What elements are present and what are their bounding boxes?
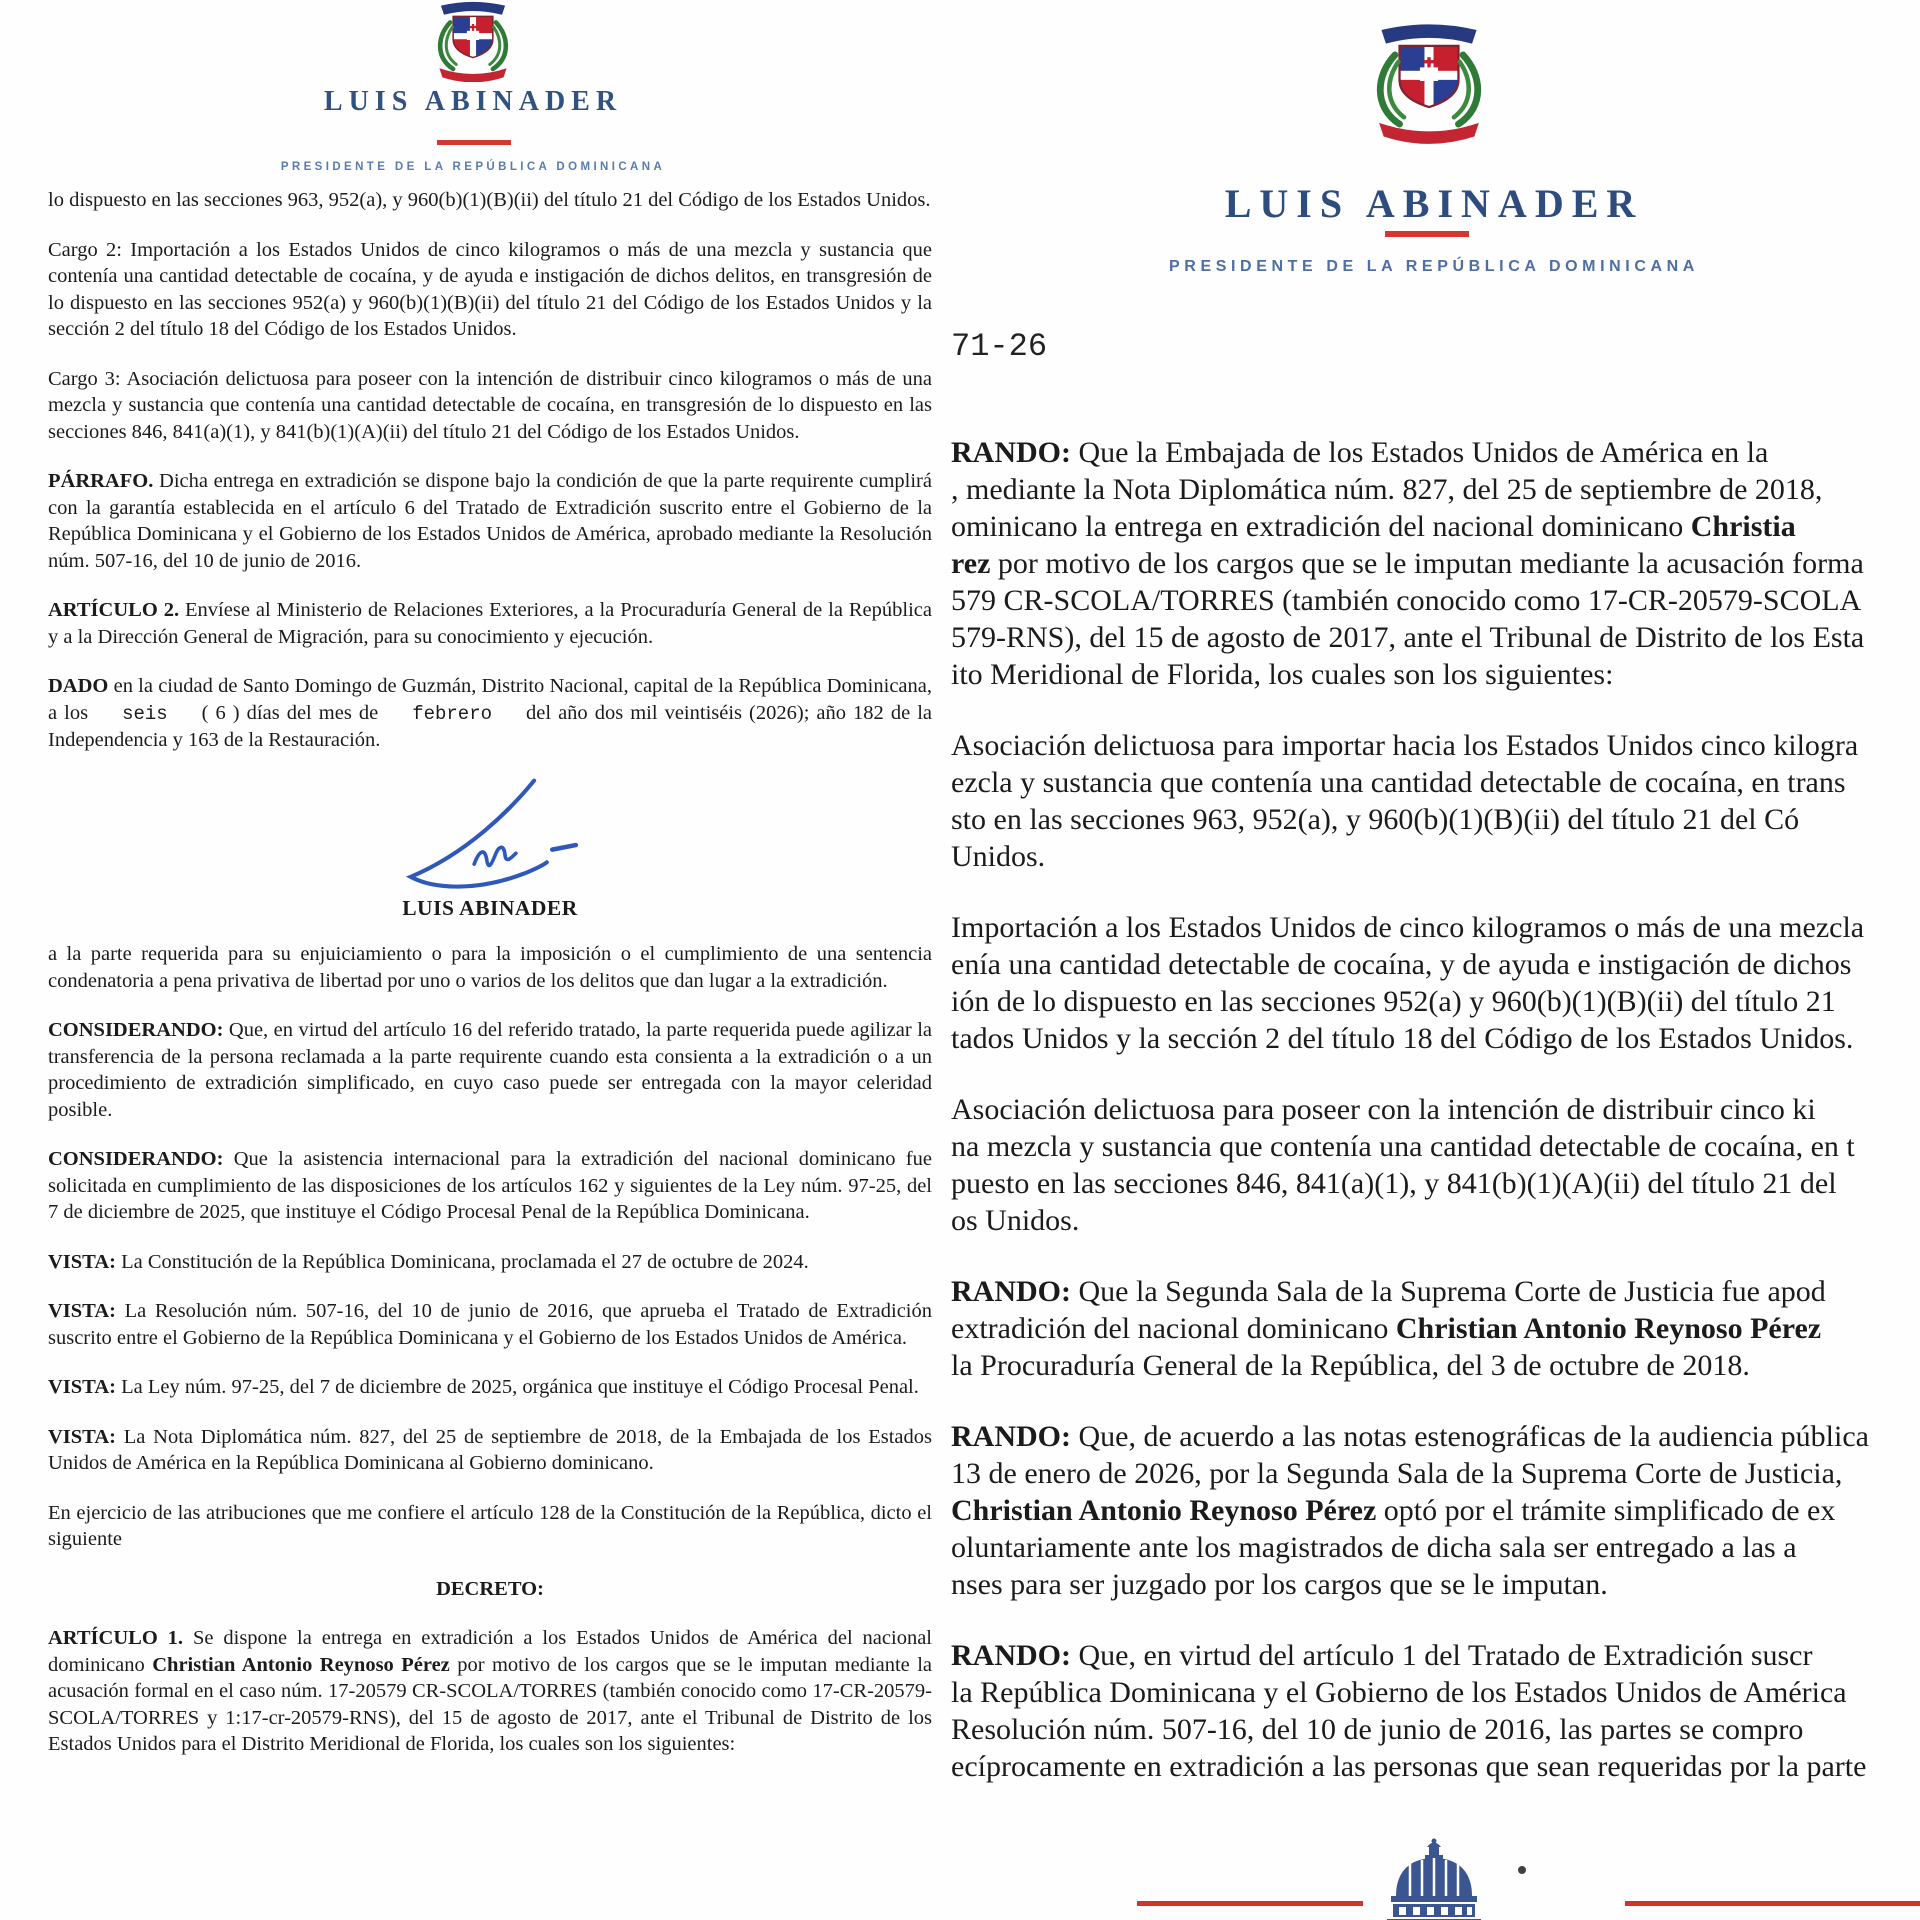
text-segment: Que, en virtud del artículo 16 del referido tratado, la parte requerida puede agilizar la transferencia de la persona reclamada a la parte requirente cuando esta consienta a la extradición o a un procedimiento de extradición simplificado, en cuyo caso puede ser entregada con la mayor celeridad posible. — [48, 1019, 932, 1121]
text-segment: la República Dominicana y el Gobierno de los Estados Unidos de América — [951, 1676, 1847, 1709]
text-segment: 579 CR-SCOLA/TORRES (también conocido como 17-CR-20579-SCOLA — [951, 584, 1862, 617]
document-line — [951, 1128, 1920, 1165]
president-title: PRESIDENTE DE LA REPÚBLICA DOMINICANA — [280, 161, 666, 173]
document-line — [951, 582, 1920, 619]
document-line — [951, 909, 1920, 946]
document-line — [951, 838, 1920, 875]
paragraph — [951, 727, 1920, 875]
text-segment: , mediante la Nota Diplomática núm. 827, del 25 de septiembre de 2018, — [951, 473, 1823, 506]
document-line — [951, 1492, 1920, 1529]
document-line — [951, 656, 1920, 693]
text-segment: Cargo 3: Asociación delictuosa para poseer con la intención de distribuir cinco kilogramos o más de una mezcla y sustancia que contenía una cantidad detectable de cocaína, en transgresión de lo dispuesto en las secciones 846, 841(a)(1), y 841(b)(1)(A)(ii) del título 21 del Código de los Estados Unidos. — [48, 367, 932, 443]
text-segment: Que la asistencia internacional para la extradición del nacional dominicano fue solicitada en cumplimiento de las disposiciones de los artículos 162 y siguientes de la Ley núm. 97-25, del 7 de diciembre de 2025, que instituye el Código Procesal Penal de la República Dominicana. — [48, 1148, 932, 1223]
coat-of-arms-icon — [422, 0, 524, 82]
text-segment: Que la Embajada de los Estados Unidos de América en la — [1071, 436, 1769, 469]
bold-text-segment: VISTA: — [48, 1250, 116, 1273]
paragraph — [48, 1017, 932, 1123]
bold-text-segment: PÁRRAFO. — [48, 470, 154, 492]
text-segment: nses para ser juzgado por los cargos que se le imputan. — [951, 1568, 1608, 1601]
bold-text-segment: RANDO: — [951, 1275, 1071, 1308]
text-segment: Se dispone la entrega en extradición a los Estados Unidos de América del nacional dominicano — [48, 1627, 932, 1676]
paragraph — [48, 941, 932, 994]
document-line — [951, 545, 1920, 582]
bold-text-segment: CONSIDERANDO: — [48, 1148, 224, 1170]
text-segment: ito Meridional de Florida, los cuales son los siguientes: — [951, 658, 1614, 691]
bold-text-segment: Christian Antonio Reynoso Pérez — [951, 1494, 1377, 1527]
text-segment: Importación a los Estados Unidos de cinco kilogramos o más de una mezcla — [951, 911, 1865, 944]
signature-icon — [383, 777, 598, 895]
document-line — [951, 1202, 1920, 1239]
document-line — [951, 1711, 1920, 1748]
paragraph — [951, 434, 1920, 693]
paragraph — [48, 468, 932, 574]
text-segment: ecíprocamente en extradición a las personas que sean requeridas por la parte — [951, 1750, 1867, 1783]
text-segment: del año dos mil veintiséis (2026); año 182 de la Independencia y 163 de la Restauración. — [48, 701, 933, 751]
text-segment: por motivo de los cargos que se le imputan mediante la acusación forma — [990, 547, 1864, 580]
bold-text-segment: ARTÍCULO 1. — [48, 1627, 184, 1649]
paragraph — [951, 1418, 1920, 1603]
text-segment: por motivo de los cargos que se le imputan mediante la acusación formal en el caso núm. 17-20579 CR-SCOLA/TORRES (también conocido como 17-CR-20579-SCOLA/TORRES y 1:17-cr-20579-RNS), del 15 de agosto de 2017, ante el Tribunal de Distrito de los Estados Unidos para el Distrito Meridional de Florida, los cuales son los siguientes: — [48, 1653, 932, 1755]
paragraph — [48, 1249, 932, 1276]
bold-text-segment: VISTA: — [48, 1376, 116, 1398]
text-segment: Asociación delictuosa para importar hacia los Estados Unidos cinco kilogra — [951, 729, 1859, 762]
text-segment: Que, de acuerdo a las notas estenográficas de la audiencia pública — [1071, 1420, 1869, 1453]
document-line — [951, 1347, 1920, 1384]
text-segment: sto en las secciones 963, 952(a), y 960(b)(1)(B)(ii) del título 21 del Có — [951, 803, 1800, 836]
text-segment: ezcla y sustancia que contenía una cantidad detectable de cocaína, en trans — [951, 766, 1846, 799]
text-segment: Unidos. — [951, 840, 1046, 873]
text-segment: Resolución núm. 507-16, del 10 de junio de 2016, las partes se compro — [951, 1713, 1804, 1746]
bold-text-segment: rez — [951, 547, 991, 580]
president-name: LUIS ABINADER — [1224, 181, 1644, 226]
text-segment: Que, en virtud del artículo 1 del Tratado de Extradición suscr — [1071, 1639, 1813, 1672]
document-line — [951, 764, 1920, 801]
document-line — [951, 1637, 1920, 1674]
typewriter-filled-value: febrero — [412, 702, 493, 725]
text-segment: La Nota Diplomática núm. 827, del 25 de septiembre de 2018, de la Embajada de los Estados Unidos de América en la República Dominicana al Gobierno dominicano. — [48, 1425, 932, 1474]
document-line — [951, 1529, 1920, 1566]
paragraph — [951, 1273, 1920, 1384]
red-underline-rule — [1385, 231, 1469, 237]
document-line — [951, 471, 1920, 508]
decreto-heading — [48, 1576, 932, 1603]
document-line — [951, 983, 1920, 1020]
document-line — [951, 1310, 1920, 1347]
text-segment: La Resolución núm. 507-16, del 10 de junio de 2016, que aprueba el Tratado de Extradición suscrito entre el Gobierno de la República Dominicana y el Gobierno de los Estados Unidos de América. — [48, 1300, 932, 1349]
left-page — [0, 0, 946, 1920]
president-name: LUIS ABINADER — [323, 86, 623, 117]
paragraph — [48, 187, 932, 214]
bold-text-segment: RANDO: — [951, 1639, 1071, 1672]
bold-text-segment: Christian Antonio Reynoso Pérez — [152, 1653, 450, 1676]
document-line — [951, 434, 1920, 471]
text-segment: en la ciudad de Santo Domingo de Guzmán, Distrito Nacional, capital de la República Dominicana, a los — [48, 675, 932, 724]
document-line — [951, 1455, 1920, 1492]
paragraph — [48, 1298, 932, 1351]
bold-text-segment: Christian Antonio Reynoso Pérez — [1395, 1312, 1822, 1345]
paragraph — [48, 1424, 932, 1477]
text-segment: os Unidos. — [951, 1204, 1080, 1237]
bold-text-segment: Christia — [1690, 510, 1796, 543]
text-segment: Que la Segunda Sala de la Suprema Corte de Justicia fue apod — [1071, 1275, 1826, 1308]
text-segment: Envíese al Ministerio de Relaciones Exteriores, a la Procuraduría General de la República y a la Dirección General de Migración, para su conocimiento y ejecución. — [48, 599, 932, 648]
footer-rule-left — [1137, 1901, 1363, 1906]
text-segment: tados Unidos y la sección 2 del título 18 del Código de los Estados Unidos. — [951, 1022, 1854, 1055]
paragraph — [951, 1637, 1920, 1785]
typewriter-filled-value: seis — [122, 702, 168, 725]
paragraph — [951, 1091, 1920, 1239]
text-segment: ominicano la entrega en extradición del nacional dominicano — [951, 510, 1691, 543]
text-segment: La Ley núm. 97-25, del 7 de diciembre de 2025, orgánica que instituye el Código Procesal Penal. — [115, 1376, 919, 1398]
text-segment: optó por el trámite simplificado de ex — [1376, 1494, 1836, 1527]
text-segment: Cargo 2: Importación a los Estados Unidos de cinco kilogramos o más de una mezcla y sustancia que contenía una cantidad detectable de cocaína, y de ayuda e instigación de dichos delitos, en transgresión de lo dispuesto en las secciones 952(a) y 960(b)(1)(B)(ii) del título 21 del Código de los Estados Unidos y la sección 2 del título 18 del Código de los Estados Unidos. — [48, 238, 932, 340]
text-segment: oluntariamente ante los magistrados de dicha sala ser entregado a las a — [951, 1531, 1797, 1564]
document-body — [48, 187, 932, 1781]
document-line — [951, 1566, 1920, 1603]
text-segment: 13 de enero de 2026, por la Segunda Sala de la Suprema Corte de Justicia, — [951, 1457, 1843, 1490]
paragraph — [48, 1374, 932, 1401]
text-segment: enía una cantidad detectable de cocaína, y de ayuda e instigación de dichos — [951, 948, 1852, 981]
document-line — [951, 1748, 1920, 1785]
document-line — [951, 1273, 1920, 1310]
document-line — [951, 508, 1920, 545]
paragraph — [951, 909, 1920, 1057]
document-line — [951, 1020, 1920, 1057]
text-segment: En ejercicio de las atribuciones que me confiere el artículo 128 de la Constitución de la República, dicto el siguiente — [48, 1501, 932, 1550]
right-page — [948, 0, 1920, 1920]
text-segment: lo dispuesto en las secciones 963, 952(a), y 960(b)(1)(B)(ii) del título 21 del Código de los Estados Unidos. — [48, 189, 931, 211]
text-segment: ión de lo dispuesto en las secciones 952(a) y 960(b)(1)(B)(ii) del título 21 — [951, 985, 1836, 1018]
text-segment: Asociación delictuosa para poseer con la intención de distribuir cinco ki — [951, 1093, 1816, 1126]
paragraph — [48, 1625, 932, 1758]
signature-block — [48, 777, 932, 922]
dome-icon — [1373, 1838, 1495, 1920]
document-line — [951, 801, 1920, 838]
bold-text-segment: DADO — [48, 675, 109, 697]
document-line — [951, 946, 1920, 983]
document-line — [951, 1091, 1920, 1128]
bold-text-segment: RANDO: — [951, 1420, 1071, 1453]
text-segment: 579-RNS), del 15 de agosto de 2017, ante el Tribunal de Distrito de los Esta — [951, 621, 1865, 654]
document-line — [951, 619, 1920, 656]
signatory-name: LUIS ABINADER — [402, 895, 578, 920]
document-line — [951, 1165, 1920, 1202]
president-title: PRESIDENTE DE LA REPÚBLICA DOMINICANA — [1169, 258, 1699, 275]
footer-rule-right — [1625, 1901, 1920, 1906]
text-segment: na mezcla y sustancia que contenía una cantidad detectable de cocaína, en t — [951, 1130, 1855, 1163]
paragraph — [48, 597, 932, 650]
coat-of-arms-icon — [1361, 6, 1497, 156]
bold-text-segment: VISTA: — [48, 1300, 116, 1322]
document-line — [951, 727, 1920, 764]
bold-text-segment: RANDO: — [951, 436, 1071, 469]
bold-text-segment: DECRETO: — [436, 1577, 544, 1600]
paragraph — [48, 1146, 932, 1226]
paragraph — [48, 237, 932, 343]
document-body — [951, 434, 1920, 1819]
red-underline-rule — [437, 140, 511, 145]
paragraph — [48, 673, 932, 754]
text-segment: La Constitución de la República Dominicana, proclamada el 27 de octubre de 2024. — [115, 1250, 809, 1273]
text-segment: puesto en las secciones 846, 841(a)(1), y 841(b)(1)(A)(ii) del título 21 del — [951, 1167, 1837, 1200]
text-segment: a la parte requerida para su enjuiciamiento o para la imposición o el cumplimiento de una sentencia condenatoria a pena privativa de libertad por uno o varios de los delitos que dan lugar a la extradición. — [48, 943, 932, 992]
bold-text-segment: VISTA: — [48, 1425, 116, 1448]
document-line — [951, 1674, 1920, 1711]
bold-text-segment: CONSIDERANDO: — [48, 1019, 224, 1041]
paragraph — [48, 1500, 932, 1553]
text-segment: Dicha entrega en extradición se dispone bajo la condición de que la parte requirente cumplirá con la garantía establecida en el artículo 6 del Tratado de Extradición suscrito entre el Gobierno de la República Dominicana y el Gobierno de los Estados Unidos de América, aprobado mediante la Resolución núm. 507-16, del 10 de junio de 2016. — [48, 470, 932, 572]
ink-dot — [1518, 1866, 1526, 1874]
text-segment: extradición del nacional dominicano — [951, 1312, 1396, 1345]
text-segment: la Procuraduría General de la República, del 3 de octubre de 2018. — [951, 1349, 1750, 1382]
bold-text-segment: ARTÍCULO 2. — [48, 599, 180, 621]
paragraph — [48, 366, 932, 446]
document-line — [951, 1418, 1920, 1455]
text-segment: ( 6 ) días del mes de — [201, 701, 379, 724]
decree-number: 71-26 — [951, 328, 1048, 365]
